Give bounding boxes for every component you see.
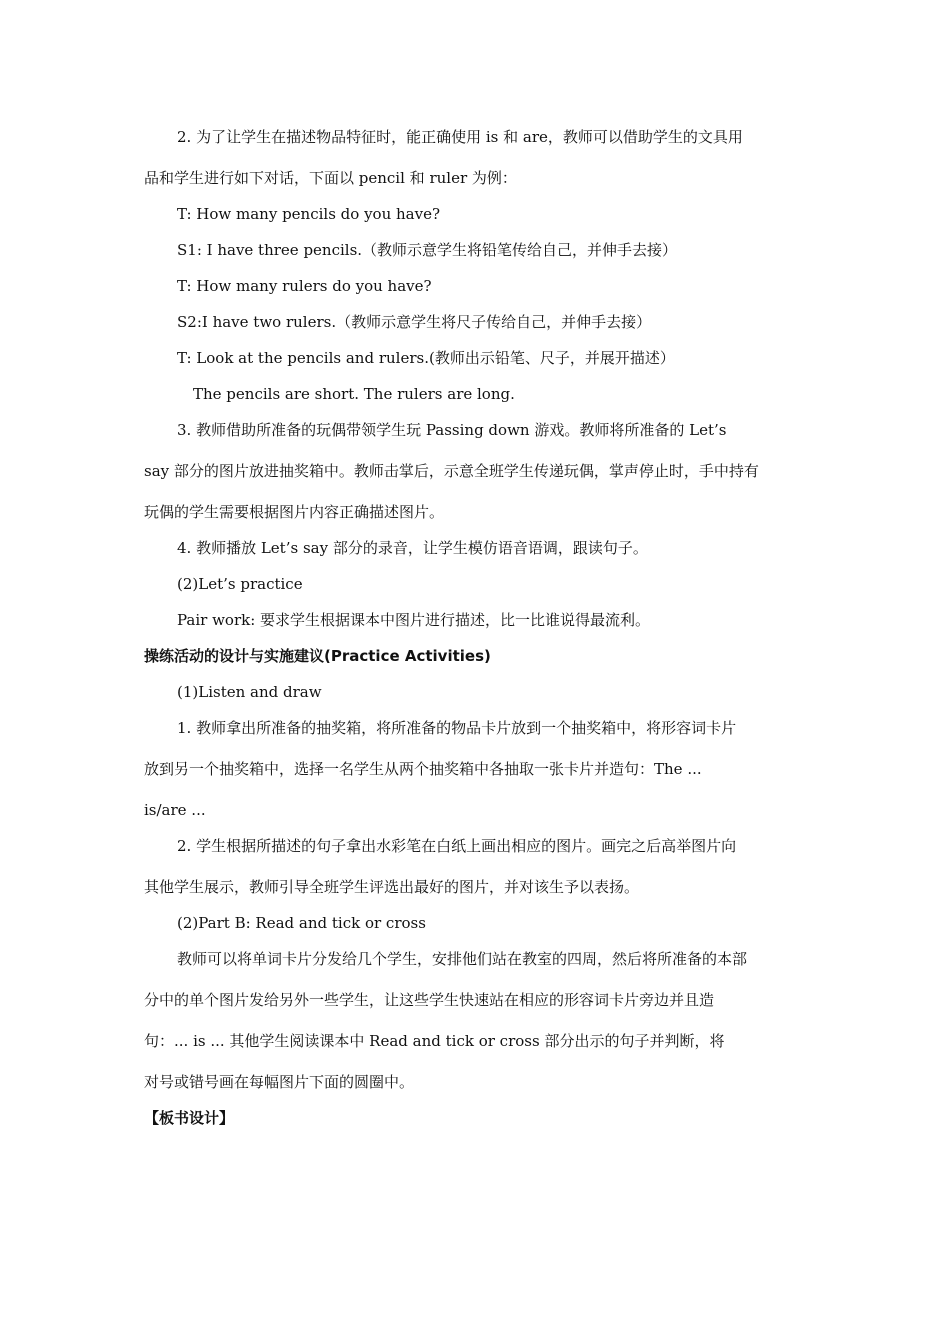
dialogue-line: T: Look at the pencils and rulers.(教师出示铅笔、尺子，并展开描述） [177,349,675,367]
subheading-line: (2)Let’s practice [177,575,303,593]
dialogue-line: T: How many rulers do you have? [177,277,432,295]
paragraph-line: 句：... is ... 其他学生阅读课本中 Read and tick or cross 部分出示的句子并判断，将 [144,1032,725,1050]
subheading-line: (2)Part B: Read and tick or cross [177,914,426,932]
paragraph-line: 教师可以将单词卡片分发给几个学生，安排他们站在教室的四周，然后将所准备的本部 [177,950,748,968]
paragraph-line: 3. 教师借助所准备的玩偶带领学生玩 Passing down 游戏。教师将所准备的 Let’s [177,421,727,439]
dialogue-line: T: How many pencils do you have? [177,205,441,223]
paragraph-line: 1. 教师拿出所准备的抽奖箱，将所准备的物品卡片放到一个抽奖箱中，将形容词卡片 [177,719,737,737]
paragraph-line: Pair work: 要求学生根据课本中图片进行描述，比一比谁说得最流利。 [177,611,651,629]
section-heading: 操练活动的设计与实施建议(Practice Activities) [144,647,491,665]
paragraph-line: 对号或错号画在每幅图片下面的圆圈中。 [144,1073,415,1091]
paragraph-line: say 部分的图片放进抽奖箱中。教师击掌后，示意全班学生传递玩偶，掌声停止时，手中持有 [144,462,759,480]
section-heading: 【板书设计】 [144,1109,235,1127]
paragraph-line: 品和学生进行如下对话，下面以 pencil 和 ruler 为例： [144,169,517,187]
dialogue-line: The pencils are short. The rulers are long. [193,385,515,403]
paragraph-line: 其他学生展示，教师引导全班学生评选出最好的图片，并对该生予以表扬。 [144,878,640,896]
paragraph-line: 放到另一个抽奖箱中，选择一名学生从两个抽奖箱中各抽取一张卡片并造句：The ... [144,760,702,778]
paragraph-line: 玩偶的学生需要根据图片内容正确描述图片。 [144,503,445,521]
dialogue-line: S1: I have three pencils.（教师示意学生将铅笔传给自己，并伸手去接） [177,241,678,259]
paragraph-line: 4. 教师播放 Let’s say 部分的录音，让学生模仿语音语调，跟读句子。 [177,539,648,557]
paragraph-line: 分中的单个图片发给另外一些学生，让这些学生快速站在相应的形容词卡片旁边并且造 [144,991,715,1009]
paragraph-line: 2. 学生根据所描述的句子拿出水彩笔在白纸上画出相应的图片。画完之后高举图片向 [177,837,737,855]
paragraph-line: is/are ... [144,801,206,819]
subheading-line: (1)Listen and draw [177,683,322,701]
dialogue-line: S2:I have two rulers.（教师示意学生将尺子传给自己，并伸手去接） [177,313,652,331]
paragraph-line: 2. 为了让学生在描述物品特征时，能正确使用 is 和 are，教师可以借助学生的文具用 [177,128,743,146]
